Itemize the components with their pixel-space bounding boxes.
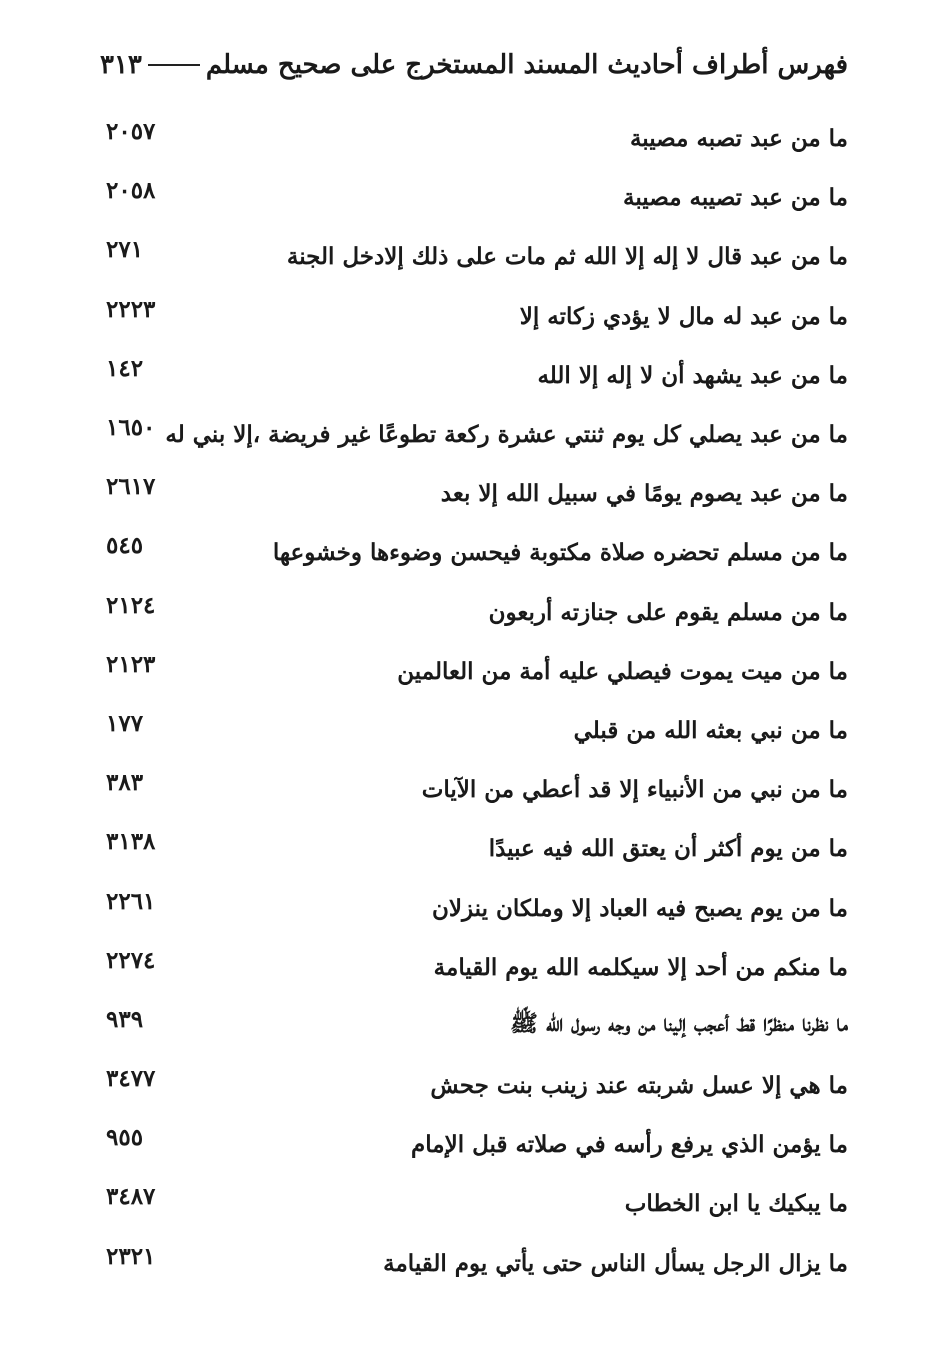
index-entry <box>100 694 848 753</box>
entry-number: ٢٠٥٨ <box>106 177 156 205</box>
index-entry <box>100 1049 848 1108</box>
index-entry <box>100 990 848 1049</box>
entry-number: ٢٢٦١ <box>106 887 156 915</box>
entry-number: ٢٦١٧ <box>106 473 156 501</box>
entry-number: ٢٢٧٤ <box>106 946 156 974</box>
page-header <box>100 40 848 90</box>
header-rule <box>148 64 200 66</box>
index-entry <box>100 161 848 220</box>
entry-text: ما من عبد يصلي كل يوم ثنتي عشرة ركعة تطوعًا غير فريضة ،إلا بني له <box>165 421 848 449</box>
entry-number: ٢١٢٤ <box>106 591 156 619</box>
entry-text: ما من مسلم يقوم على جنازته أربعون <box>488 598 848 626</box>
entry-text: ما من يوم يصبح فيه العباد إلا وملكان ينزلان <box>431 894 848 922</box>
entry-number: ٣٤٨٧ <box>106 1183 156 1211</box>
index-entry <box>100 457 848 516</box>
entry-number: ٣٤٧٧ <box>106 1065 156 1093</box>
page-title: فهرس أطراف أحاديث المسند المستخرج على صحيح مسلم <box>205 50 848 80</box>
index-entry <box>100 871 848 930</box>
index-entry <box>100 398 848 457</box>
entry-text: ما يؤمن الذي يرفع رأسه في صلاته قبل الإمام <box>411 1131 848 1159</box>
entry-text: ما من ميت يموت فيصلي عليه أمة من العالمين <box>397 657 848 685</box>
entry-text: ما من نبي من الأنبياء إلا قد أعطي من الآيات <box>421 776 848 804</box>
entry-text: ما من يوم أكثر أن يعتق الله فيه عبيدًا <box>488 835 848 863</box>
entry-number: ٣١٣٨ <box>106 828 156 856</box>
entry-number: ٢١٢٣ <box>106 650 156 678</box>
entry-text: ما يزال الرجل يسأل الناس حتى يأتي يوم القيامة <box>383 1249 848 1277</box>
entry-number: ٢٠٥٧ <box>106 118 156 146</box>
index-entries <box>100 102 848 1286</box>
entry-number: ٩٥٥ <box>106 1124 144 1152</box>
entry-text: ما من مسلم تحضره صلاة مكتوبة فيحسن وضوءها وخشوعها <box>272 539 848 567</box>
entry-number: ٩٣٩ <box>106 1005 144 1033</box>
index-entry <box>100 220 848 279</box>
index-entry <box>100 576 848 635</box>
index-entry <box>100 280 848 339</box>
index-entry <box>100 635 848 694</box>
page-number: ٣١٣ <box>100 50 142 80</box>
index-entry <box>100 102 848 161</box>
entry-text: ما هي إلا عسل شربته عند زينب بنت جحش <box>430 1072 848 1100</box>
entry-text: ما من عبد تصبه مصيبة <box>629 125 848 153</box>
index-entry <box>100 1167 848 1226</box>
entry-text: ما من عبد له مال لا يؤدي زكاته إلا <box>519 302 848 330</box>
entry-number: ١٧٧ <box>106 709 144 737</box>
entry-text: ما نظرنا منظرًا قط أعجب إلينا من وجه رسول الله ﷺ <box>510 1010 848 1038</box>
entry-text: ما من عبد قال لا إله إلا الله ثم مات على ذلك إلادخل الجنة <box>286 243 848 271</box>
entry-number: ٢٧١ <box>106 236 144 264</box>
index-entry <box>100 1108 848 1167</box>
entry-text: ما منكم من أحد إلا سيكلمه الله يوم القيامة <box>433 953 848 981</box>
index-entry <box>100 1227 848 1286</box>
entry-text: ما من عبد تصيبه مصيبة <box>623 184 848 212</box>
entry-number: ٥٤٥ <box>106 532 144 560</box>
entry-number: ٢٣٢١ <box>106 1242 156 1270</box>
entry-text: ما يبكيك يا ابن الخطاب <box>624 1190 848 1218</box>
index-entry <box>100 812 848 871</box>
entry-number: ٣٨٣ <box>106 769 144 797</box>
index-entry <box>100 516 848 575</box>
entry-number: ١٤٢ <box>106 354 144 382</box>
index-entry <box>100 339 848 398</box>
entry-number: ٢٢٢٣ <box>106 295 156 323</box>
index-entry <box>100 931 848 990</box>
entry-text: ما من عبد يشهد أن لا إله إلا الله <box>537 361 848 389</box>
index-entry <box>100 753 848 812</box>
entry-number: ١٦٥٠ <box>106 414 156 442</box>
entry-text: ما من عبد يصوم يومًا في سبيل الله إلا بعد <box>440 480 848 508</box>
entry-text: ما من نبي بعثه الله من قبلي <box>573 716 848 744</box>
